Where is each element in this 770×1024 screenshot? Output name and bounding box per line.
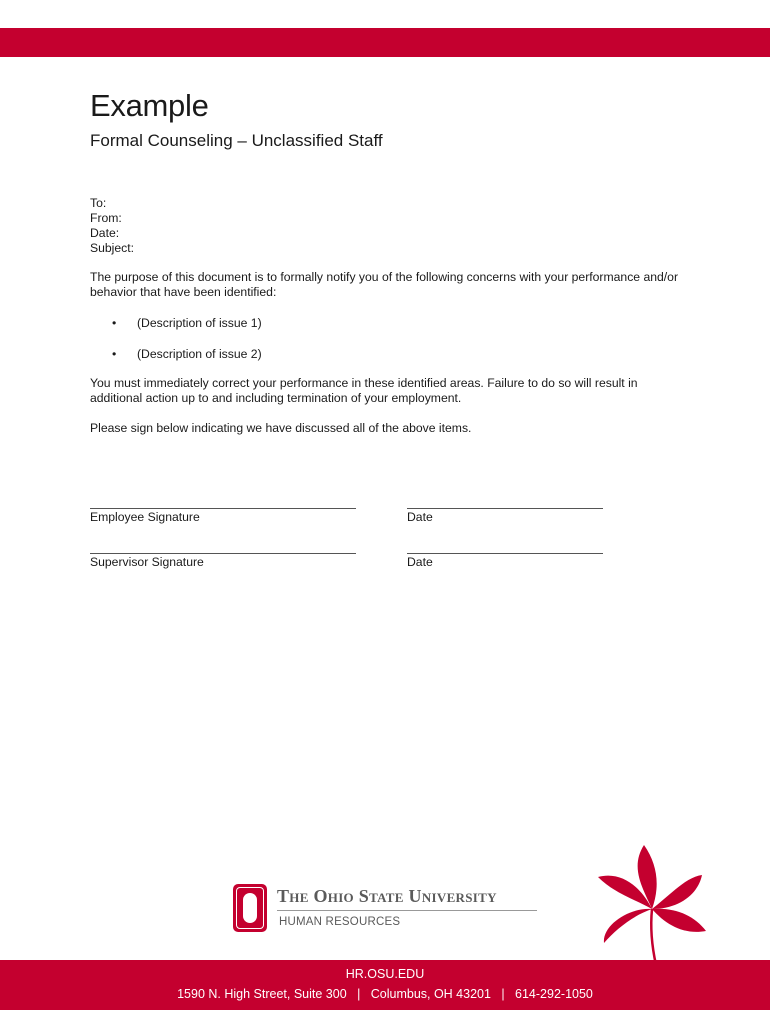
document-title: Example xyxy=(90,88,209,123)
osu-hr-logo xyxy=(233,884,539,936)
employee-date-label: Date xyxy=(407,510,433,524)
memo-header xyxy=(90,196,134,256)
footer-website: HR.OSU.EDU xyxy=(345,967,425,981)
logo-divider xyxy=(277,910,537,911)
employee-date-line xyxy=(407,508,603,509)
department-name: HUMAN RESOURCES xyxy=(279,916,401,928)
intro-paragraph: The purpose of this document is to formally notify you of the following concerns with your performance and/or behavior that have been identified: xyxy=(90,270,679,299)
memo-to-label: To: xyxy=(90,196,107,210)
supervisor-signature-line xyxy=(90,553,356,554)
bullet-icon: • xyxy=(112,316,117,330)
document-subtitle: Formal Counseling – Unclassified Staff xyxy=(90,131,383,150)
memo-from-label: From: xyxy=(90,211,122,225)
memo-date-label: Date: xyxy=(90,226,120,240)
employee-signature-line xyxy=(90,508,356,509)
university-name: The Ohio State University xyxy=(277,886,497,906)
supervisor-date-label: Date xyxy=(407,555,433,569)
correction-paragraph: You must immediately correct your performance in these identified areas. Failure to do so will result in additional action up to and including termination of your employment. xyxy=(90,376,638,405)
memo-subject-label: Subject: xyxy=(90,241,135,255)
sign-request-paragraph: Please sign below indicating we have discussed all of the above items. xyxy=(90,421,472,435)
buckeye-leaf-icon xyxy=(594,843,710,967)
supervisor-date-line xyxy=(407,553,603,554)
top-brand-band xyxy=(0,28,770,57)
supervisor-signature-label: Supervisor Signature xyxy=(90,555,204,569)
employee-signature-label: Employee Signature xyxy=(90,510,200,524)
issue-text: (Description of issue 2) xyxy=(137,347,262,361)
block-o-icon xyxy=(233,884,267,932)
bullet-icon: • xyxy=(112,347,117,361)
issue-text: (Description of issue 1) xyxy=(137,316,262,330)
footer-address: 1590 N. High Street, Suite 300 | Columbus, OH 43201 | 614-292-1050 xyxy=(177,987,593,1001)
footer-band xyxy=(0,960,770,1010)
